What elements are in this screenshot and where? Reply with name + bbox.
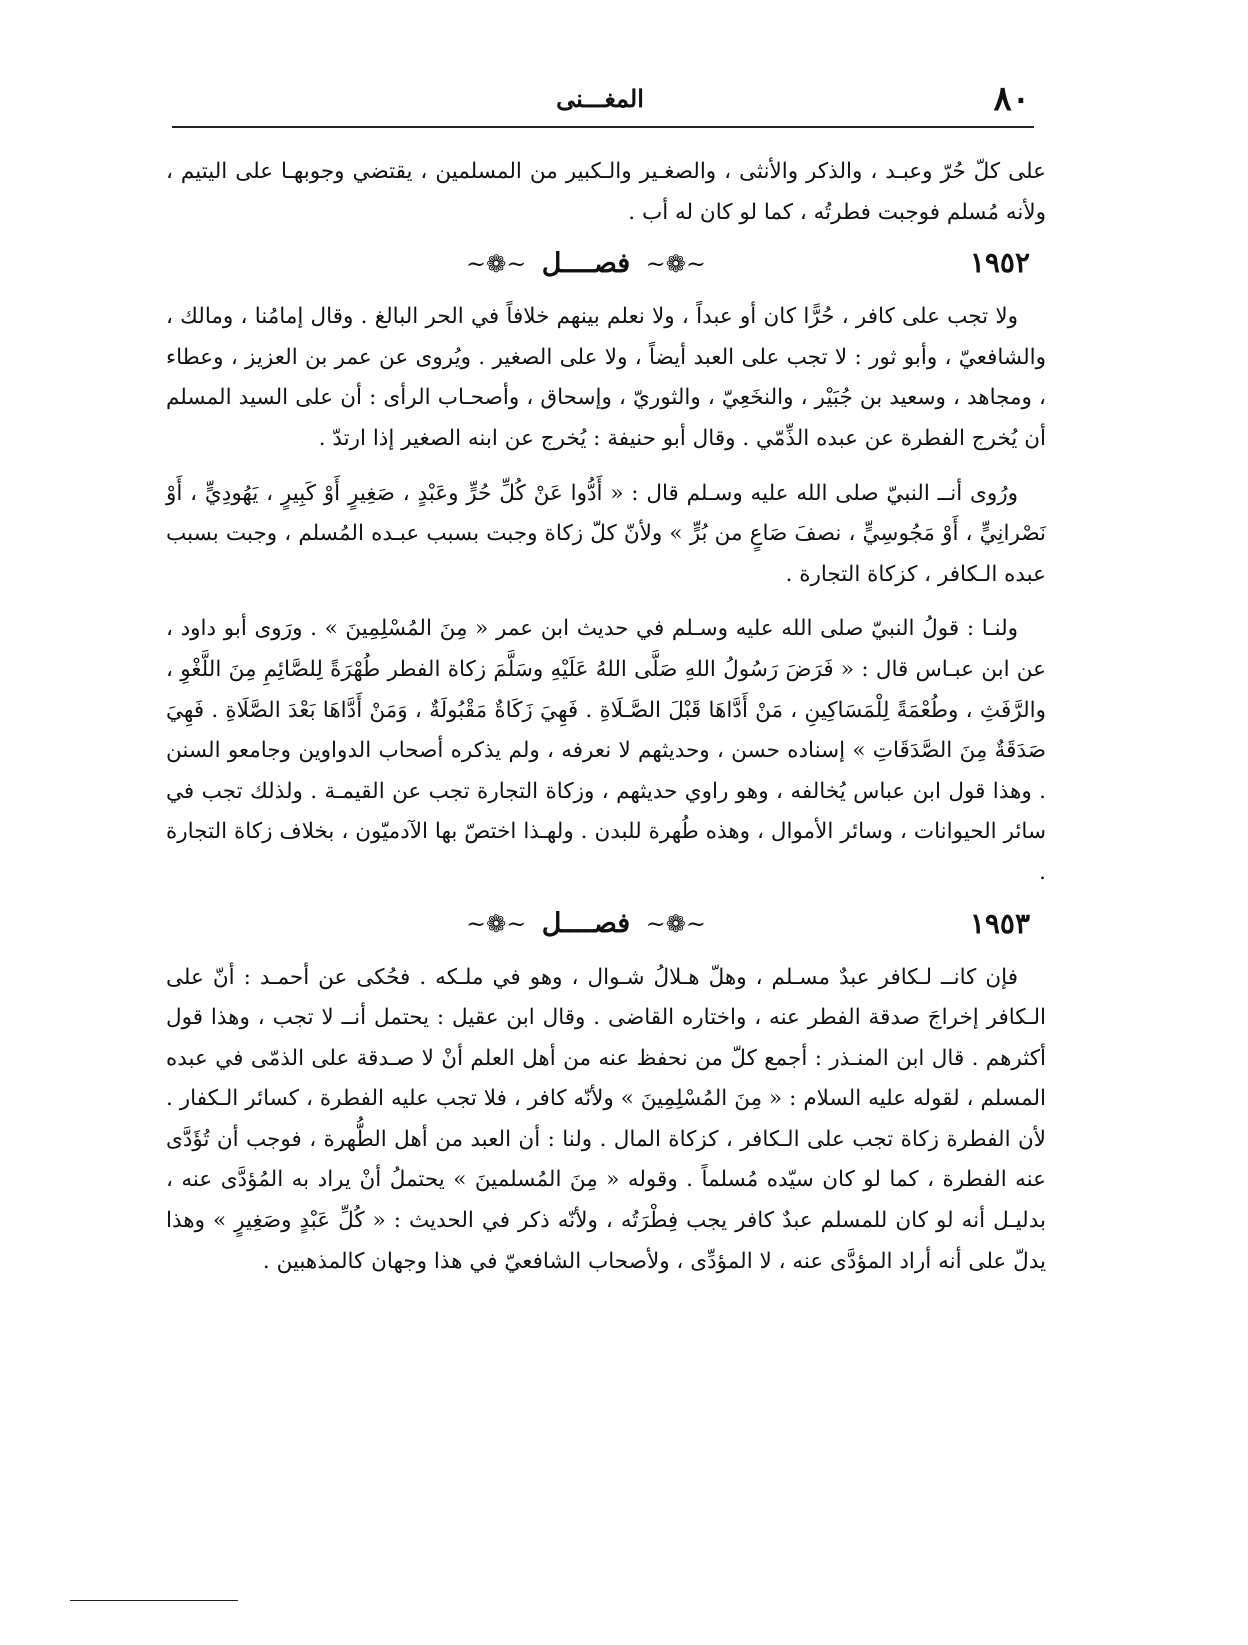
paragraph <box>166 474 1046 596</box>
text-line: وهذا قول أكثرهم . قال ابن المنـذر : أجمع كلّ من نحفظ عنه من أهل العلم أنْ لا صـدقة على الذمّى <box>166 1005 1046 1071</box>
paragraph-intro <box>166 152 1046 233</box>
text-line: ولا تجب على كافر ، حُرًّا كان أو عبداً ، ولا نعلم بينهم خلافاً في الحر البالغ . وقال إمامُنا ، ومالك ، <box>166 304 1018 330</box>
main-text <box>166 152 1046 1282</box>
paragraph-gap <box>166 595 1046 609</box>
text-line: الصَّلَاةِ . فَهِيَ صَدَقَةٌ مِنَ الصَّدَقَاتِ » إسناده حسن ، وحديثهم لا نعرفه ، ولم يذكره أصحاب الدواوين <box>166 697 1046 764</box>
page-number: ٨٠ <box>993 79 1030 119</box>
text-line: والشافعيّ ، وأبو ثور : لا تجب على العبد أيضاً ، ولا على الصغير . ويُروى عن عمر بن العزيز ، وعطاء ، <box>166 344 1046 411</box>
paragraph-gap <box>166 460 1046 474</box>
paragraph <box>166 958 1046 1283</box>
section-label: فصــــل <box>541 247 631 279</box>
text-line: أنّ على الـكافر إخراجَ صدقة الفطر عنه ، واختاره القاضى . وقال ابن عقيل : يحتمل أنــ لا تجب ، <box>166 964 1047 1031</box>
text-line: ومجاهد ، وسعيد بن جُبَيْر ، والنخَعِيّ ، والثوريّ ، وإسحاق ، وأصحـاب الرأى : أن على السيد المسلم <box>166 385 1032 411</box>
book-title: المغـــنى <box>556 84 644 113</box>
text-line: عنه الفطرة ، كما لو كان سيّده مُسلماً . وقوله « مِنَ المُسلمينَ » يحتملُ أنْ يراد به المُؤدَّى عنه ، بدليـل <box>166 1167 1046 1234</box>
header-rule <box>172 126 1034 128</box>
paragraph <box>166 297 1046 459</box>
text-line: ولأنه مُسلم فوجبت فطرتُه ، كما لو كان له أب . <box>628 199 1046 225</box>
ornament-icon: ~❁~ <box>645 249 706 278</box>
text-line: على كلّ حُرّ وعبـد ، والذكر والأنثى ، والصغـير والـكبير من المسلمين ، يقتضي وجوبهـا على اليتيم ، <box>166 159 1046 184</box>
section-heading-1953 <box>166 900 1046 948</box>
paragraph <box>166 609 1046 893</box>
text-line: بخلاف زكاة التجارة . <box>166 819 1046 885</box>
section-label-group <box>436 243 736 284</box>
section-heading-1952 <box>166 239 1046 287</box>
text-line: فإن كانــ لـكافر عبدٌ مسـلم ، وهلّ هـلالُ شـوال ، وهو في ملـكه . فحُكى عن أحمـد : <box>243 964 1018 990</box>
text-line: وجامعو السنن . وهذا قول ابن عباس يُخالفه ، وهو راوي حديثهم ، وزكاة التجارة تجب عن القيمـة . <box>166 738 1046 804</box>
section-number: ١٩٥٢ <box>969 246 1030 280</box>
text-line: عن ابن عبـاس قال : « فَرَضَ رَسُولُ اللهِ صَلَّى اللهُ عَلَيْهِ وسَلَّمَ زكاة الفطر طُهْرَةً لِلصَّائِمِ مِنَ اللَّغْوِ ، <box>166 656 1046 682</box>
text-line: يَهُودِيٍّ ، أَوْ نَصْرانِيٍّ ، أَوْ مَجُوسِيٍّ ، نصفَ صَاعٍ من بُرٍّ » ولأنّ كلّ زكاة وجبت بسبب عبـده <box>166 480 1046 547</box>
text-line: المُسلم ، وجبت بسبب عبده الـكافر ، كزكاة التجارة . <box>166 521 1046 587</box>
text-line: ولنـا : قولُ النبيّ صلى الله عليه وسـلم في حديث ابن عمر « مِنَ المُسْلِمِينَ » . ورَوى أبو داود ، <box>166 616 1018 642</box>
section-label-group <box>436 904 736 945</box>
text-line: في عبده المسلم ، لقوله عليه السلام : « مِنَ المُسْلِمِينَ » ولأنّه كافر ، فلا تجب عليه الفطرة ، كسائر الـكفار . <box>166 1045 1046 1112</box>
text-line: ورُوى أنــ النبيّ صلى الله عليه وسـلم قال : « أَدُّوا عَنْ كُلِّ حُرٍّ وعَبْدٍ ، صَغِيرٍ أَوْ كَبِيرٍ ، <box>266 480 1018 506</box>
ornament-icon: ~❁~ <box>645 910 706 938</box>
running-head <box>170 76 1030 122</box>
ornament-icon: ~❁~ <box>466 249 527 278</box>
text-line: على أنه أراد المؤدَّى عنه ، لا المؤدِّى ، ولأصحاب الشافعيّ في هذا وجهان كالمذهبين . <box>262 1248 1007 1274</box>
footnote-rule <box>70 1600 238 1601</box>
section-number: ١٩٥٣ <box>969 906 1030 940</box>
text-line: أن يُخرج الفطرة عن عبده الذِّمّي . وقال أبو حنيفة : يُخرج عن ابنه الصغير إذا ارتدّ . <box>318 425 1046 451</box>
text-line: لأن الفطرة زكاة تجب على الـكافر ، كزكاة المال . ولنا : أن العبد من أهل الطُّهرة ، فوجب أن تُؤَدَّى <box>166 1126 1046 1152</box>
text-line: ولذلك تجب في سائر الحيوانات ، وسائر الأموال ، وهذه طُهرة للبدن . ولهـذا اختصّ بها الآدميّون ، <box>166 778 1046 845</box>
section-label: فصــــل <box>541 908 631 939</box>
text-line: والرَّفَثِ ، وطُعْمَةً لِلْمَسَاكِينِ ، مَنْ أَدَّاهَا قَبْلَ الصَّـلَاةِ . فَهِيَ زَكَاةٌ مَقْبُولَةٌ ، وَمَنْ أَدَّاهَا بَعْدَ <box>287 697 1046 723</box>
text-line: أنه لو كان للمسلم عبدٌ كافر يجب فِطْرَتُه ، ولأنّه ذكر في الحديث : « كُلِّ عَبْدٍ وصَغِيرٍ » وهذا يدلّ <box>166 1208 1046 1274</box>
ornament-icon: ~❁~ <box>466 910 527 938</box>
